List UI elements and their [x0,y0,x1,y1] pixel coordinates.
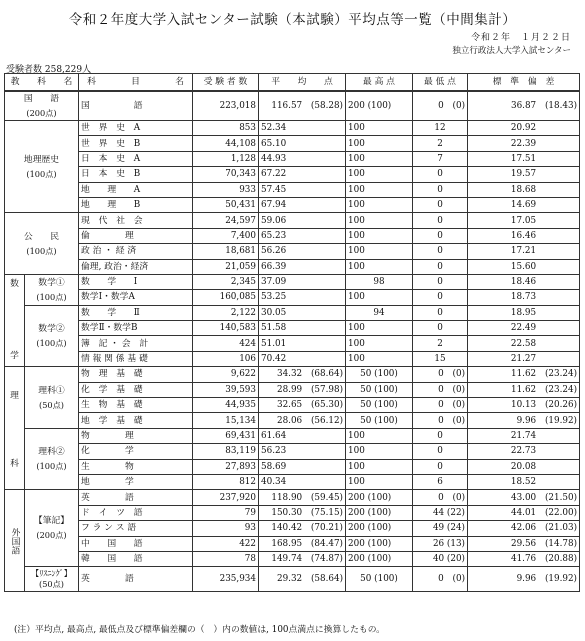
table-row [5,398,580,413]
group-rika1: 理科① (50点) [25,367,79,429]
stddev-cell: 29.56 (14.78) [468,536,580,551]
table-row [5,490,580,505]
average-cell: 58.69 [259,459,346,474]
stddev-cell: 21.27 [468,351,580,366]
average-cell: 149.74 (74.87) [259,551,346,566]
average-cell: 34.32 (68.64) [259,367,346,382]
lowest-cell: 2 [413,136,468,151]
examinees-cell: 83,119 [193,444,259,459]
table-row [5,213,580,228]
stddev-cell: 11.62 (23.24) [468,367,580,382]
table-row [5,151,580,166]
stddev-cell: 9.96 (19.92) [468,567,580,592]
examinees-cell: 44,935 [193,398,259,413]
subject-cell: フ ラ ン ス 語 [79,521,193,536]
examinees-cell: 39,593 [193,382,259,397]
lowest-cell: 0 (0) [413,382,468,397]
examinees-cell: 812 [193,474,259,489]
stddev-cell: 22.39 [468,136,580,151]
table-row [5,351,580,366]
average-cell: 67.94 [259,197,346,212]
highest-cell: 100 [346,228,413,243]
highest-cell: 200 (100) [346,91,413,121]
average-cell: 65.10 [259,136,346,151]
examinees-cell: 853 [193,121,259,136]
average-cell: 150.30 (75.15) [259,505,346,520]
stddev-cell: 20.92 [468,121,580,136]
stddev-cell: 15.60 [468,259,580,274]
average-cell: 67.22 [259,167,346,182]
highest-cell: 100 [346,121,413,136]
examinees-cell: 235,934 [193,567,259,592]
table-header [5,74,580,92]
table-row [5,336,580,351]
examinees-cell: 69,431 [193,428,259,443]
subject-cell: 数学Ⅱ・数学B [79,321,193,336]
average-cell: 56.23 [259,444,346,459]
examinees-cell: 78 [193,551,259,566]
lowest-cell: 0 [413,167,468,182]
subject-cell: 地 学 [79,474,193,489]
subject-cell: 化 学 [79,444,193,459]
average-cell: 57.45 [259,182,346,197]
highest-cell: 50 (100) [346,382,413,397]
lowest-cell: 0 [413,213,468,228]
stddev-cell: 18.46 [468,274,580,289]
subject-cell: 日 本 史 A [79,151,193,166]
subject-cell: 英 語 [79,490,193,505]
lowest-cell: 0 [413,459,468,474]
average-cell: 28.06 (56.12) [259,413,346,428]
stddev-cell: 16.46 [468,228,580,243]
header-subject: 科 目 名 [79,74,193,92]
subject-cell: 政 治 ・ 経 済 [79,244,193,259]
highest-cell: 100 [346,474,413,489]
subject-cell: 英 語 [79,567,193,592]
examinees-cell: 21,059 [193,259,259,274]
highest-cell: 100 [346,290,413,305]
highest-cell: 200 (100) [346,505,413,520]
lowest-cell: 15 [413,351,468,366]
highest-cell: 50 (100) [346,413,413,428]
subject-cell: 簿 記 ・ 会 計 [79,336,193,351]
subject-cell: 倫 理 [79,228,193,243]
header-examinees: 受 験 者 数 [193,74,259,92]
average-cell: 37.09 [259,274,346,289]
table-row [5,91,580,121]
table-row [5,382,580,397]
lowest-cell: 0 [413,444,468,459]
table-row [5,521,580,536]
table-row [5,121,580,136]
table-row [5,167,580,182]
examinees-cell: 1,128 [193,151,259,166]
examinees-cell: 50,431 [193,197,259,212]
lowest-cell: 0 (0) [413,490,468,505]
subject-cell: 日 本 史 B [79,167,193,182]
subject-cell: 世 界 史 A [79,121,193,136]
table-row [5,321,580,336]
subject-cell: 物 理 基 礎 [79,367,193,382]
table-row [5,505,580,520]
average-cell: 44.93 [259,151,346,166]
highest-cell: 100 [346,151,413,166]
stddev-cell: 11.62 (23.24) [468,382,580,397]
lowest-cell: 0 (0) [413,91,468,121]
highest-cell: 94 [346,305,413,320]
average-cell: 40.34 [259,474,346,489]
average-cell: 32.65 (65.30) [259,398,346,413]
lowest-cell: 49 (24) [413,521,468,536]
highest-cell: 100 [346,259,413,274]
subject-cell: 倫理, 政治・経済 [79,259,193,274]
header-highest: 最 高 点 [346,74,413,92]
examinees-cell: 18,681 [193,244,259,259]
examinees-cell: 70,343 [193,167,259,182]
organization: 独立行政法人大学入試センター [452,46,571,56]
table-row [5,367,580,382]
group-gaikokugo: 外国語 [5,490,25,592]
examinees-cell: 44,108 [193,136,259,151]
stddev-cell: 41.76 (20.88) [468,551,580,566]
highest-cell: 200 (100) [346,521,413,536]
table-row [5,428,580,443]
average-cell: 56.26 [259,244,346,259]
group-sugaku1: 数学① (100点) [25,274,79,305]
lowest-cell: 6 [413,474,468,489]
examinees-cell: 27,893 [193,459,259,474]
lowest-cell: 0 [413,428,468,443]
stddev-cell: 9.96 (19.92) [468,413,580,428]
average-cell: 116.57 (58.28) [259,91,346,121]
lowest-cell: 44 (22) [413,505,468,520]
subject-cell: 国 語 [79,91,193,121]
group-kokugo: 国 語 (200点) [5,91,79,121]
average-cell: 61.64 [259,428,346,443]
stddev-cell: 18.95 [468,305,580,320]
examinees-cell: 15,134 [193,413,259,428]
average-cell: 168.95 (84.47) [259,536,346,551]
lowest-cell: 7 [413,151,468,166]
highest-cell: 100 [346,351,413,366]
subject-cell: 数 学 Ⅰ [79,274,193,289]
average-cell: 29.32 (58.64) [259,567,346,592]
examinees-cell: 223,018 [193,91,259,121]
table-row [5,197,580,212]
stddev-cell: 14.69 [468,197,580,212]
table-row [5,536,580,551]
lowest-cell: 0 [413,274,468,289]
lowest-cell: 12 [413,121,468,136]
table-row [5,444,580,459]
average-cell: 53.25 [259,290,346,305]
highest-cell: 100 [346,336,413,351]
average-cell: 65.23 [259,228,346,243]
highest-cell: 100 [346,459,413,474]
header-stddev: 標 準 偏 差 [468,74,580,92]
results-table [4,73,580,592]
table-row [5,474,580,489]
lowest-cell: 2 [413,336,468,351]
stddev-cell: 42.06 (21.03) [468,521,580,536]
examinees-cell: 237,920 [193,490,259,505]
examinees-cell: 106 [193,351,259,366]
examinees-cell: 79 [193,505,259,520]
subject-cell: 世 界 史 B [79,136,193,151]
page-title: 令和２年度大学入試センター試験（本試験）平均点等一覧（中間集計） [68,12,517,28]
lowest-cell: 0 (0) [413,413,468,428]
subject-cell: 生 物 [79,459,193,474]
highest-cell: 100 [346,197,413,212]
issue-date: 令和２年 １月２２日 [470,33,571,43]
average-cell: 51.01 [259,336,346,351]
highest-cell: 100 [346,182,413,197]
average-cell: 51.58 [259,321,346,336]
stddev-cell: 17.05 [468,213,580,228]
header-category: 教 科 名 [5,74,79,92]
stddev-cell: 21.74 [468,428,580,443]
lowest-cell: 0 [413,290,468,305]
stddev-cell: 18.73 [468,290,580,305]
average-cell: 70.42 [259,351,346,366]
highest-cell: 200 (100) [346,490,413,505]
lowest-cell: 0 [413,197,468,212]
lowest-cell: 0 [413,305,468,320]
average-cell: 140.42 (70.21) [259,521,346,536]
stddev-cell: 10.13 (20.26) [468,398,580,413]
highest-cell: 50 (100) [346,567,413,592]
lowest-cell: 0 (0) [413,398,468,413]
subject-cell: 数 学 Ⅱ [79,305,193,320]
highest-cell: 100 [346,213,413,228]
lowest-cell: 0 (0) [413,367,468,382]
examinees-cell: 2,122 [193,305,259,320]
group-hikki: 【筆記】 (200点) [25,490,79,567]
lowest-cell: 26 (13) [413,536,468,551]
group-chireki: 地理歴史 (100点) [5,121,79,213]
header-average: 平 均 点 [259,74,346,92]
stddev-cell: 43.00 (21.50) [468,490,580,505]
table-row [5,274,580,289]
average-cell: 66.39 [259,259,346,274]
group-rika: 理 科 [5,367,25,490]
examinees-cell: 9,622 [193,367,259,382]
group-sugaku2: 数学② (100点) [25,305,79,367]
highest-cell: 98 [346,274,413,289]
table-row [5,244,580,259]
table-row [5,259,580,274]
lowest-cell: 0 [413,244,468,259]
subject-cell: 地 学 基 礎 [79,413,193,428]
highest-cell: 100 [346,136,413,151]
lowest-cell: 0 [413,259,468,274]
highest-cell: 200 (100) [346,551,413,566]
footnote: (注）平均点, 最高点, 最低点及び標準偏差欄の（ ）内の数値は, 100点満点に換算したもの。 [14,625,385,635]
stddev-cell: 22.73 [468,444,580,459]
table-row [5,459,580,474]
average-cell: 118.90 (59.45) [259,490,346,505]
subject-cell: 化 学 基 礎 [79,382,193,397]
average-cell: 30.05 [259,305,346,320]
subject-cell: 地 理 A [79,182,193,197]
table-row [5,136,580,151]
table-row [5,182,580,197]
stddev-cell: 36.87 (18.43) [468,91,580,121]
highest-cell: 100 [346,321,413,336]
subject-cell: ド イ ツ 語 [79,505,193,520]
stddev-cell: 18.68 [468,182,580,197]
table-row [5,551,580,566]
group-rika2: 理科② (100点) [25,428,79,490]
subject-cell: 韓 国 語 [79,551,193,566]
highest-cell: 100 [346,428,413,443]
highest-cell: 100 [346,444,413,459]
table-row [5,567,580,592]
lowest-cell: 0 [413,182,468,197]
table-row [5,228,580,243]
examinees-cell: 140,583 [193,321,259,336]
lowest-cell: 0 (0) [413,567,468,592]
lowest-cell: 0 [413,228,468,243]
subject-cell: 現 代 社 会 [79,213,193,228]
table-row [5,413,580,428]
lowest-cell: 40 (20) [413,551,468,566]
examinees-cell: 160,085 [193,290,259,305]
highest-cell: 50 (100) [346,398,413,413]
examinees-cell: 24,597 [193,213,259,228]
highest-cell: 50 (100) [346,367,413,382]
average-cell: 28.99 (57.98) [259,382,346,397]
subject-cell: 地 理 B [79,197,193,212]
highest-cell: 100 [346,167,413,182]
group-komin: 公 民 (100点) [5,213,79,275]
subject-cell: 物 理 [79,428,193,443]
stddev-cell: 22.58 [468,336,580,351]
subject-cell: 数学Ⅰ・数学A [79,290,193,305]
stddev-cell: 22.49 [468,321,580,336]
subject-cell: 中 国 語 [79,536,193,551]
group-sugaku: 数 学 [5,274,25,366]
table-row [5,305,580,320]
average-cell: 52.34 [259,121,346,136]
examinees-cell: 422 [193,536,259,551]
header-lowest: 最 低 点 [413,74,468,92]
highest-cell: 200 (100) [346,536,413,551]
examinees-cell: 7,400 [193,228,259,243]
examinees-cell: 424 [193,336,259,351]
stddev-cell: 44.01 (22.00) [468,505,580,520]
table-row [5,290,580,305]
total-examinees: 受験者数 258,229人 [6,65,92,75]
examinees-cell: 2,345 [193,274,259,289]
group-listening: 【ﾘｽﾆﾝｸﾞ】 (50点) [25,567,79,592]
subject-cell: 情 報 関 係 基 礎 [79,351,193,366]
stddev-cell: 19.57 [468,167,580,182]
highest-cell: 100 [346,244,413,259]
examinees-cell: 933 [193,182,259,197]
stddev-cell: 18.52 [468,474,580,489]
examinees-cell: 93 [193,521,259,536]
stddev-cell: 20.08 [468,459,580,474]
lowest-cell: 0 [413,321,468,336]
stddev-cell: 17.51 [468,151,580,166]
stddev-cell: 17.21 [468,244,580,259]
subject-cell: 生 物 基 礎 [79,398,193,413]
average-cell: 59.06 [259,213,346,228]
